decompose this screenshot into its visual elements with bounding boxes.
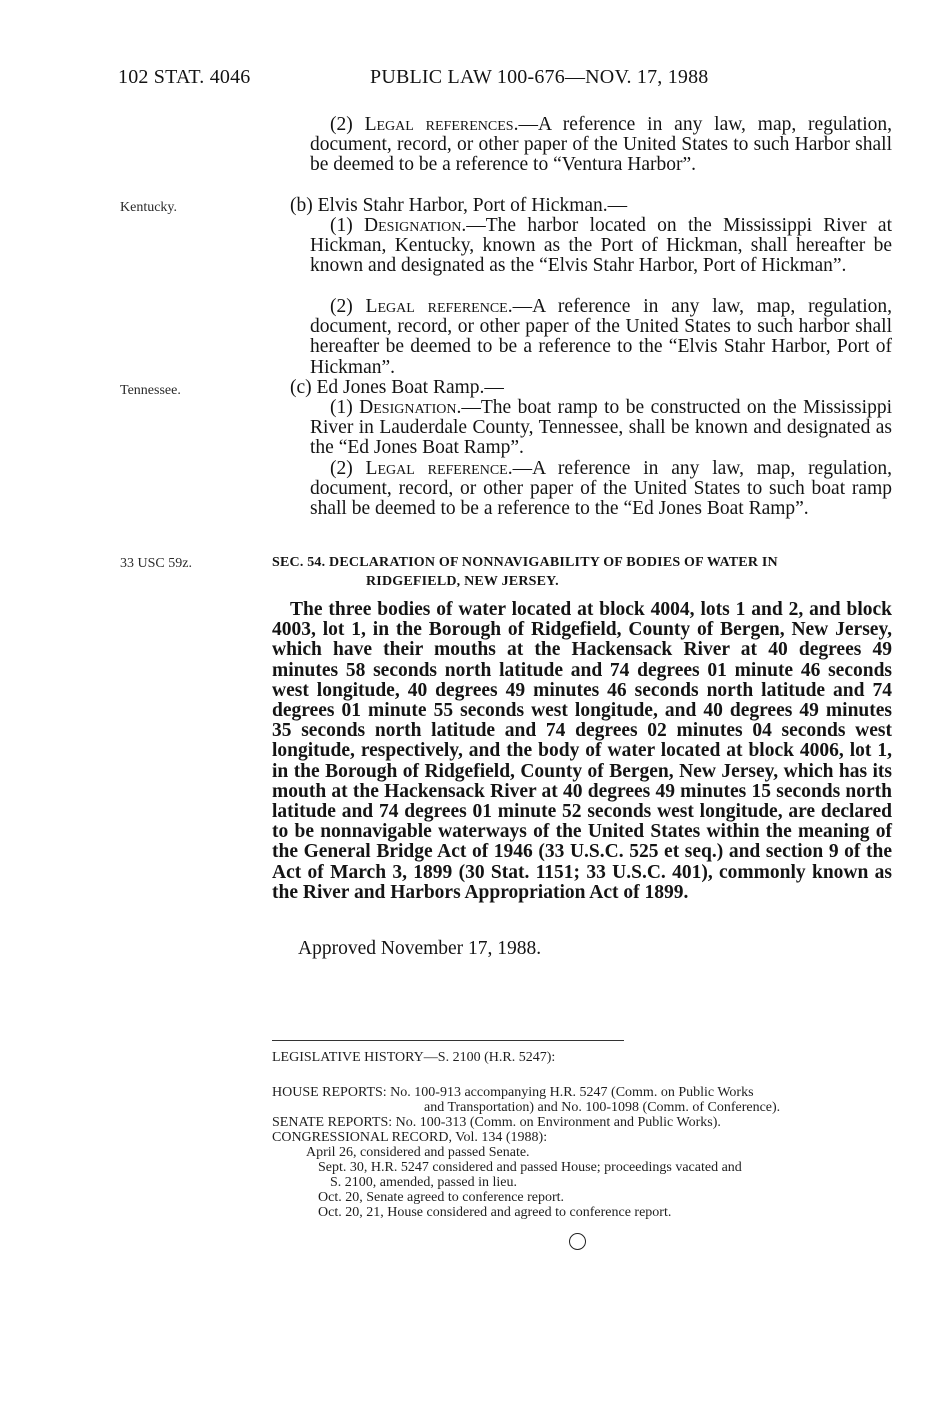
- record-entry-3: Oct. 20, Senate agreed to conference report.: [318, 1190, 565, 1205]
- house-reports-line2: and Transportation) and No. 100-1098 (Comm. of Conference).: [424, 1100, 781, 1115]
- margin-note-kentucky: Kentucky.: [120, 200, 178, 215]
- end-of-law-circle-icon: [569, 1233, 586, 1250]
- margin-note-tennessee: Tennessee.: [120, 383, 181, 398]
- section-c2-label: (2) Legal reference.: [330, 458, 513, 479]
- stat-page-number: 102 STAT. 4046: [118, 66, 251, 88]
- public-law-title: PUBLIC LAW 100-676—NOV. 17, 1988: [370, 66, 709, 88]
- section-b2-paragraph: [310, 297, 892, 378]
- section-b1-paragraph: [310, 216, 892, 277]
- section-c-heading: (c) Ed Jones Boat Ramp.—: [290, 377, 504, 398]
- section-c2-paragraph: [310, 459, 892, 520]
- section-a2-text: —A reference in any law, map, regulation, document, record, or other paper of the United States to such Harbor shall be deemed to be a reference to “Ventura Harbor”.: [310, 114, 892, 176]
- section-c2-text: —A reference in any law, map, regulation, document, record, or other paper of the United States to such boat ramp shall be deemed to be a reference to the “Ed Jones Boat Ramp”.: [310, 458, 892, 520]
- section-c1-label: (1) Designation.: [330, 397, 462, 418]
- record-entry-1: April 26, considered and passed Senate.: [306, 1145, 530, 1160]
- record-entry-4: Oct. 20, 21, House considered and agreed to conference report.: [318, 1205, 672, 1220]
- section-b1-label: (1) Designation.: [330, 215, 467, 236]
- section-a2-label: (2) Legal references.: [330, 114, 519, 135]
- section-b-heading: (b) Elvis Stahr Harbor, Port of Hickman.—: [290, 195, 628, 216]
- legislative-history-title: LEGISLATIVE HISTORY—S. 2100 (H.R. 5247):: [272, 1050, 556, 1065]
- record-entry-2a: Sept. 30, H.R. 5247 considered and passed House; proceedings vacated and: [318, 1160, 742, 1175]
- sec54-heading: [272, 553, 892, 591]
- section-b2-text: —A reference in any law, map, regulation, document, record, or other paper of the United States to such harbor shall hereafter be deemed to be a reference to the “Elvis Stahr Harbor, Port of Hickman”.: [310, 296, 892, 378]
- margin-note-usc: 33 USC 59z.: [120, 556, 192, 571]
- congressional-record: CONGRESSIONAL RECORD, Vol. 134 (1988):: [272, 1130, 548, 1145]
- approval-date: Approved November 17, 1988.: [298, 938, 542, 959]
- sec54-heading-line1: SEC. 54. DECLARATION OF NONNAVIGABILITY OF BODIES OF WATER IN: [272, 555, 778, 570]
- section-c1-paragraph: [310, 398, 892, 459]
- sec54-body: The three bodies of water located at block 4004, lots 1 and 2, and block 4003, lot 1, in the Borough of Ridgefield, County of Bergen, New Jersey, which have their mouths at the Hackensack River at 40 degrees 49 minutes 58 seconds north latitude and 74 degrees 01 minute 46 seconds west longitude, 40 degrees 49 minutes 46 seconds north latitude and 74 degrees 01 minute 55 seconds west longitude, and 40 degrees 49 minutes 35 seconds north latitude and 74 degrees 02 minutes 04 seconds west longitude, respectively, and the body of water located at block 4006, lot 1, in the Borough of Ridgefield, County of Bergen, New Jersey, which has its mouth at the Hackensack River at 40 degrees 49 minutes 15 seconds north latitude and 74 degrees 01 minute 52 seconds west longitude, are declared to be nonnavigable waterways of the United States within the meaning of the General Bridge Act of 1946 (33 U.S.C. 525 et seq.) and section 9 of the Act of March 3, 1899 (30 Stat. 1151; 33 U.S.C. 401), commonly known as the River and Harbors Appropriation Act of 1899.: [272, 599, 892, 903]
- section-c1-text: —The boat ramp to be constructed on the Mississippi River in Lauderdale County, Tennessee, shall be known and designated as the “Ed Jones Boat Ramp”.: [310, 397, 892, 459]
- sec54-heading-line2: RIDGEFIELD, NEW JERSEY.: [366, 574, 559, 589]
- section-b2-label: (2) Legal reference.: [330, 296, 513, 317]
- section-a2-paragraph: [310, 115, 892, 176]
- record-entry-2b: S. 2100, amended, passed in lieu.: [330, 1175, 518, 1190]
- section-b1-text: —The harbor located on the Mississippi River at Hickman, Kentucky, known as the Port of Hickman, shall hereafter be known and designated as the “Elvis Stahr Harbor, Port of Hickman”.: [310, 215, 892, 277]
- house-reports-line1: HOUSE REPORTS: No. 100-913 accompanying H.R. 5247 (Comm. on Public Works: [272, 1085, 754, 1100]
- senate-reports: SENATE REPORTS: No. 100-313 (Comm. on Environment and Public Works).: [272, 1115, 721, 1130]
- page-header: [118, 66, 818, 96]
- footnote-divider: [272, 1040, 624, 1041]
